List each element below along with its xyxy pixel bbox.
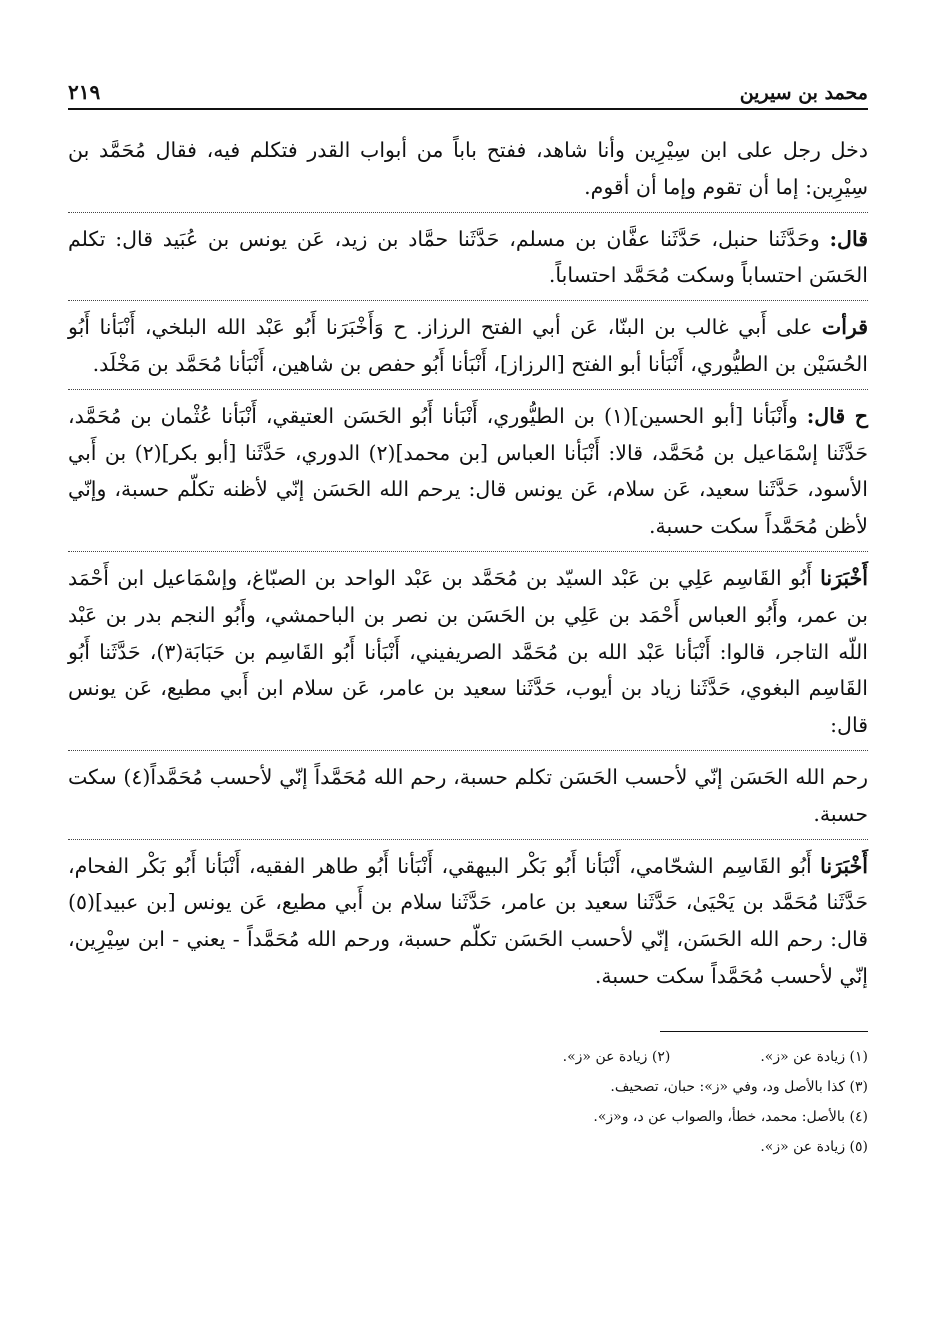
paragraph-text: رحم الله الحَسَن إنّي لأحسب الحَسَن تكلم حسبة، رحم الله مُحَمَّداً إنّي لأحسب مُحَمَّداً(٤) سكت حسبة. bbox=[68, 764, 868, 826]
footnote-5: (٥) زيادة عن «ز». bbox=[760, 1138, 868, 1155]
footnote-row bbox=[68, 1042, 868, 1072]
paragraph-4 bbox=[68, 390, 868, 552]
page bbox=[68, 68, 868, 1162]
paragraph-lead: قال: bbox=[829, 226, 868, 251]
footnote-1: (١) زيادة عن «ز». bbox=[760, 1048, 868, 1065]
paragraph-text: وأَنْبَأنا [أبو الحسين](١) بن الطيُّوري، أَنْبَأنا أَبُو الحَسَن العتيقي، أَنْبَأنا عُثْمان بن مُحَمَّد، حَدَّثَنا إسْمَاعيل بن مُحَمَّد، قالا: أَنْبَأنا العباس [بن محمد](٢) الدوري، حَدَّثَنا [أبو بكر](٢) بن أَبي الأسود، حَدَّثَنا سعيد، عَن سلام، عَن يونس قال: يرحم الله الحَسَن إنّي لأظنه تكلّم حسبة، وإنّي لأظن مُحَمَّداً سكت حسبة. bbox=[68, 403, 868, 539]
paragraph-5 bbox=[68, 552, 868, 751]
paragraph-3 bbox=[68, 301, 868, 390]
paragraph-6 bbox=[68, 751, 868, 840]
paragraph-lead: أَخْبَرَنا bbox=[820, 565, 868, 590]
footnotes bbox=[68, 1042, 868, 1162]
footnote-row bbox=[68, 1102, 868, 1132]
paragraph-2 bbox=[68, 213, 868, 302]
paragraph-7 bbox=[68, 840, 868, 1001]
footnote-divider bbox=[660, 1031, 868, 1032]
paragraph-text: أَبُو القَاسِم عَلِي بن عَبْد السيّد بن مُحَمَّد بن عَبْد الواحد بن الصبّاغ، وإسْمَاعيل ابن أَحْمَد بن عمر، وأَبُو العباس أَحْمَد بن عَلِي بن الحَسَن بن نصر بن الباحمشي، وأَبُو النجم بدر بن عَبْد اللّه التاجر، قالوا: أَنْبَأنا عَبْد الله بن مُحَمَّد الصريفيني، أَنْبَأنا أَبُو القَاسِم بن حَبَابَة(٣)، حَدَّثَنا أَبُو القَاسِم البغوي، حَدَّثَنا زياد بن أيوب، حَدَّثَنا سعيد بن عامر، عَن سلام ابن أَبي مطيع، عَن يونس قال: bbox=[68, 565, 868, 738]
footnote-2: (٢) زيادة عن «ز». bbox=[562, 1048, 671, 1065]
paragraph-1 bbox=[68, 124, 868, 213]
paragraph-lead: أَخْبَرَنا bbox=[820, 853, 868, 878]
footnote-4: (٤) بالأصل: محمد، خطأ، والصواب عن د، و«ز». bbox=[593, 1108, 868, 1125]
page-number: ٢١٩ bbox=[68, 80, 101, 104]
running-title: محمد بن سيرين bbox=[739, 82, 868, 104]
paragraph-text: وحَدَّثَنا حنبل، حَدَّثَنا عفَّان بن مسلم، حَدَّثَنا حمَّاد بن زيد، عَن يونس بن عُبَيد قال: تكلم الحَسَن احتساباً وسكت مُحَمَّد احتساباً. bbox=[68, 226, 868, 288]
footnote-row bbox=[68, 1132, 868, 1162]
footnote-3: (٣) كذا بالأصل ود، وفي «ز»: حبان، تصحيف. bbox=[610, 1078, 868, 1095]
paragraph-text: أَبُو القَاسِم الشحّامي، أَنْبَأنا أَبُو بَكْر البيهقي، أَنْبَأنا أَبُو طاهر الفقيه، أَنْبَأنا أَبُو بَكْر الفحام، حَدَّثَنا مُحَمَّد بن يَحْيَىٰ، حَدَّثَنا سعيد بن عامر، حَدَّثَنا سلام بن أَبي مطيع، عَن يونس [بن عبيد](٥) قال: رحم الله الحَسَن، إنّي لأحسب الحَسَن تكلّم حسبة، ورحم الله مُحَمَّداً - يعني - ابن سِيْرِين، إنّي لأحسب مُحَمَّداً سكت حسبة. bbox=[68, 853, 868, 988]
paragraph-lead: ح قال: bbox=[806, 403, 868, 428]
paragraph-text: دخل رجل على ابن سِيْرِين وأنا شاهد، ففتح باباً من أبواب القدر فتكلم فيه، فقال مُحَمَّد بن سِيْرِين: إما أن تقوم وإما أن أقوم. bbox=[68, 138, 868, 199]
paragraph-text: على أَبي غالب بن البنّا، عَن أبي الفتح الرزاز. ح وَأَخْبَرَنا أَبُو عَبْد الله البلخي، أَنْبَأنا أَبُو الحُسَيْن بن الطيُّوري، أَنْبَأنا أبو الفتح [الرزاز]، أَنْبَأنا أَبُو حفص بن شاهين، أَنْبَأنا مُحَمَّد بن مَخْلَد. bbox=[68, 315, 868, 376]
body-text bbox=[68, 124, 868, 1001]
paragraph-lead: قرأت bbox=[821, 315, 868, 340]
page-header bbox=[68, 68, 868, 110]
footnote-row bbox=[68, 1072, 868, 1102]
